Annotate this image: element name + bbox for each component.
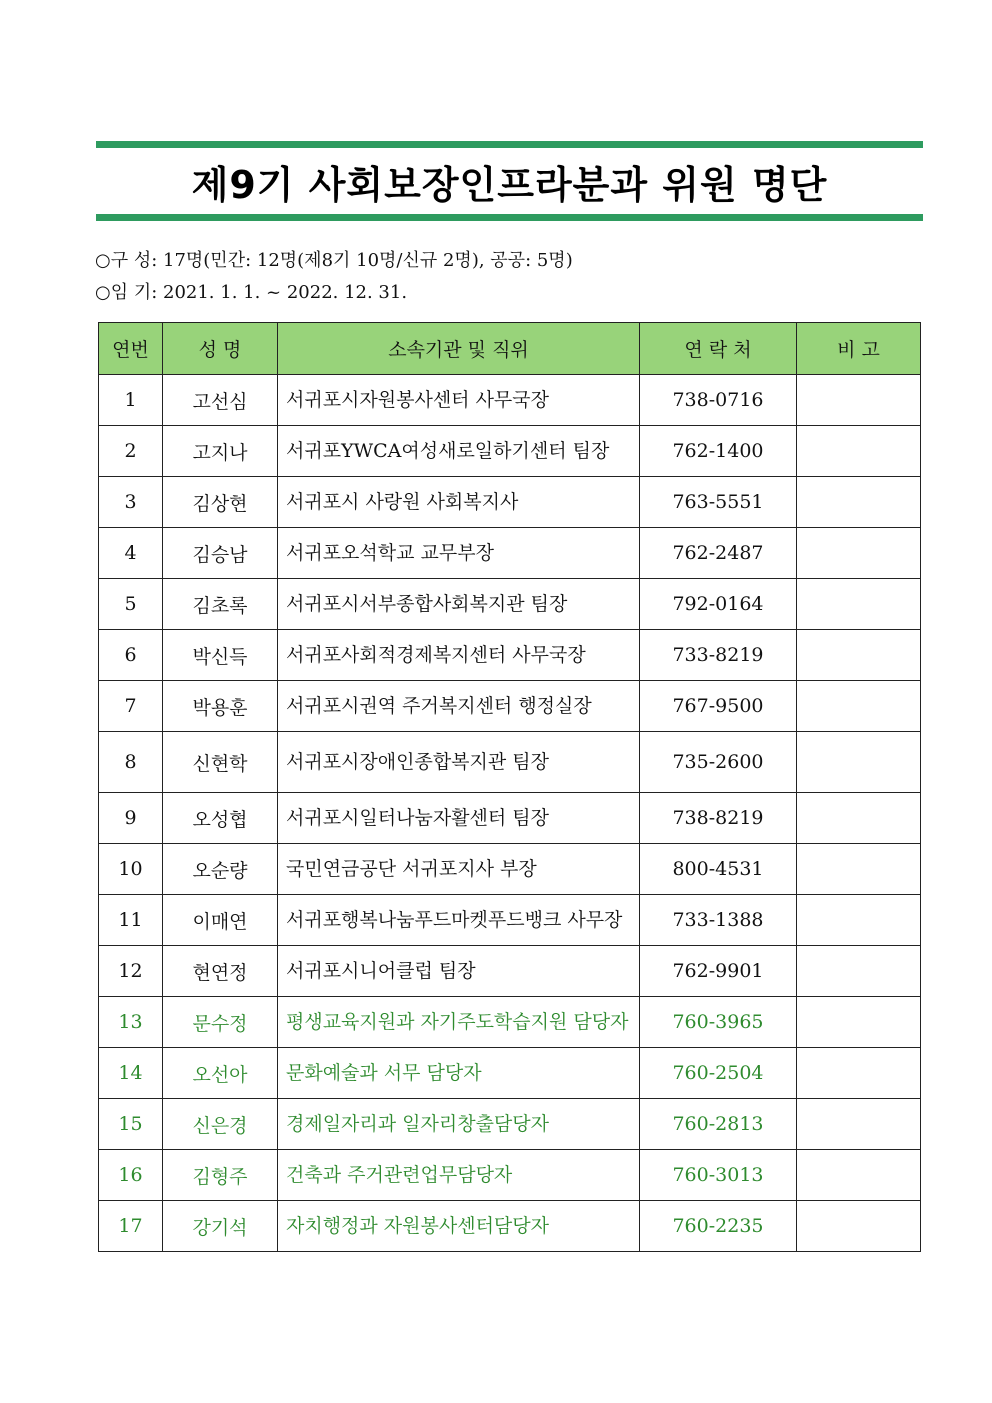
row-no: 5 — [99, 579, 163, 630]
table-row — [99, 844, 921, 895]
row-note — [797, 426, 921, 477]
header-no: 연번 — [99, 323, 163, 375]
row-name: 고선심 — [163, 375, 278, 426]
row-note — [797, 1150, 921, 1201]
table-row — [99, 997, 921, 1048]
row-org: 자치행정과 자원봉사센터담당자 — [278, 1201, 640, 1252]
row-note — [797, 895, 921, 946]
row-no: 2 — [99, 426, 163, 477]
row-org: 서귀포시장애인종합복지관 팀장 — [278, 732, 640, 793]
document-title: 제9기 사회보장인프라분과 위원 명단 — [191, 162, 828, 207]
row-org: 서귀포시 사랑원 사회복지사 — [278, 477, 640, 528]
row-contact: 733-1388 — [640, 895, 797, 946]
row-note — [797, 1201, 921, 1252]
row-org: 서귀포YWCA여성새로일하기센터 팀장 — [278, 426, 640, 477]
header-org: 소속기관 및 직위 — [278, 323, 640, 375]
term-line: ○임 기: 2021. 1. 1. ~ 2022. 12. 31. — [95, 282, 408, 303]
row-name: 김승남 — [163, 528, 278, 579]
table-row — [99, 1099, 921, 1150]
title-bar-top — [96, 141, 923, 148]
header-name: 성 명 — [163, 323, 278, 375]
row-contact: 738-8219 — [640, 793, 797, 844]
row-org: 서귀포시일터나눔자활센터 팀장 — [278, 793, 640, 844]
row-contact: 733-8219 — [640, 630, 797, 681]
row-contact: 735-2600 — [640, 732, 797, 793]
row-org: 서귀포시권역 주거복지센터 행정실장 — [278, 681, 640, 732]
table-row — [99, 375, 921, 426]
table-row — [99, 946, 921, 997]
table-row — [99, 1201, 921, 1252]
row-org: 평생교육지원과 자기주도학습지원 담당자 — [278, 997, 640, 1048]
table-row — [99, 579, 921, 630]
row-contact: 800-4531 — [640, 844, 797, 895]
row-no: 7 — [99, 681, 163, 732]
row-note — [797, 1048, 921, 1099]
row-no: 9 — [99, 793, 163, 844]
row-no: 6 — [99, 630, 163, 681]
row-name: 신은경 — [163, 1099, 278, 1150]
table-row — [99, 1150, 921, 1201]
row-contact: 738-0716 — [640, 375, 797, 426]
row-name: 김형주 — [163, 1150, 278, 1201]
table-row — [99, 681, 921, 732]
row-name: 고지나 — [163, 426, 278, 477]
title-bar-bottom — [96, 214, 923, 221]
table-row — [99, 630, 921, 681]
row-name: 이매연 — [163, 895, 278, 946]
row-name: 김상현 — [163, 477, 278, 528]
row-contact: 767-9500 — [640, 681, 797, 732]
row-no: 8 — [99, 732, 163, 793]
row-name: 김초록 — [163, 579, 278, 630]
row-org: 건축과 주거관련업무담당자 — [278, 1150, 640, 1201]
row-org: 서귀포사회적경제복지센터 사무국장 — [278, 630, 640, 681]
member-table — [98, 322, 921, 1252]
row-note — [797, 844, 921, 895]
row-org: 경제일자리과 일자리창출담당자 — [278, 1099, 640, 1150]
row-org: 서귀포행복나눔푸드마켓푸드뱅크 사무장 — [278, 895, 640, 946]
row-note — [797, 477, 921, 528]
row-name: 현연정 — [163, 946, 278, 997]
row-org: 서귀포시니어클럽 팀장 — [278, 946, 640, 997]
row-org: 서귀포시서부종합사회복지관 팀장 — [278, 579, 640, 630]
table-row — [99, 732, 921, 793]
row-contact: 763-5551 — [640, 477, 797, 528]
row-note — [797, 732, 921, 793]
row-note — [797, 528, 921, 579]
row-name: 오순량 — [163, 844, 278, 895]
row-note — [797, 579, 921, 630]
row-no: 12 — [99, 946, 163, 997]
row-org: 서귀포오석학교 교무부장 — [278, 528, 640, 579]
header-note: 비 고 — [797, 323, 921, 375]
row-no: 15 — [99, 1099, 163, 1150]
row-contact: 760-2235 — [640, 1201, 797, 1252]
row-note — [797, 946, 921, 997]
header-contact: 연 락 처 — [640, 323, 797, 375]
row-name: 오선아 — [163, 1048, 278, 1099]
table-row — [99, 477, 921, 528]
row-name: 강기석 — [163, 1201, 278, 1252]
table-row — [99, 426, 921, 477]
row-note — [797, 681, 921, 732]
row-name: 박용훈 — [163, 681, 278, 732]
row-no: 11 — [99, 895, 163, 946]
row-no: 16 — [99, 1150, 163, 1201]
row-contact: 760-2504 — [640, 1048, 797, 1099]
row-name: 박신득 — [163, 630, 278, 681]
row-note — [797, 1099, 921, 1150]
row-name: 오성협 — [163, 793, 278, 844]
row-contact: 762-9901 — [640, 946, 797, 997]
row-org: 문화예술과 서무 담당자 — [278, 1048, 640, 1099]
row-org: 서귀포시자원봉사센터 사무국장 — [278, 375, 640, 426]
table-row — [99, 793, 921, 844]
composition-line: ○구 성: 17명(민간: 12명(제8기 10명/신규 2명), 공공: 5명) — [95, 250, 573, 271]
row-contact: 762-2487 — [640, 528, 797, 579]
row-org: 국민연금공단 서귀포지사 부장 — [278, 844, 640, 895]
table-row — [99, 1048, 921, 1099]
row-no: 14 — [99, 1048, 163, 1099]
row-note — [797, 630, 921, 681]
row-no: 13 — [99, 997, 163, 1048]
row-no: 10 — [99, 844, 163, 895]
row-contact: 760-2813 — [640, 1099, 797, 1150]
row-note — [797, 997, 921, 1048]
row-no: 1 — [99, 375, 163, 426]
table-header-row — [99, 323, 921, 375]
row-contact: 760-3013 — [640, 1150, 797, 1201]
row-note — [797, 375, 921, 426]
table-row — [99, 895, 921, 946]
row-name: 신현학 — [163, 732, 278, 793]
row-contact: 760-3965 — [640, 997, 797, 1048]
row-contact: 762-1400 — [640, 426, 797, 477]
row-name: 문수정 — [163, 997, 278, 1048]
row-contact: 792-0164 — [640, 579, 797, 630]
row-no: 17 — [99, 1201, 163, 1252]
row-no: 3 — [99, 477, 163, 528]
row-note — [797, 793, 921, 844]
table-row — [99, 528, 921, 579]
row-no: 4 — [99, 528, 163, 579]
